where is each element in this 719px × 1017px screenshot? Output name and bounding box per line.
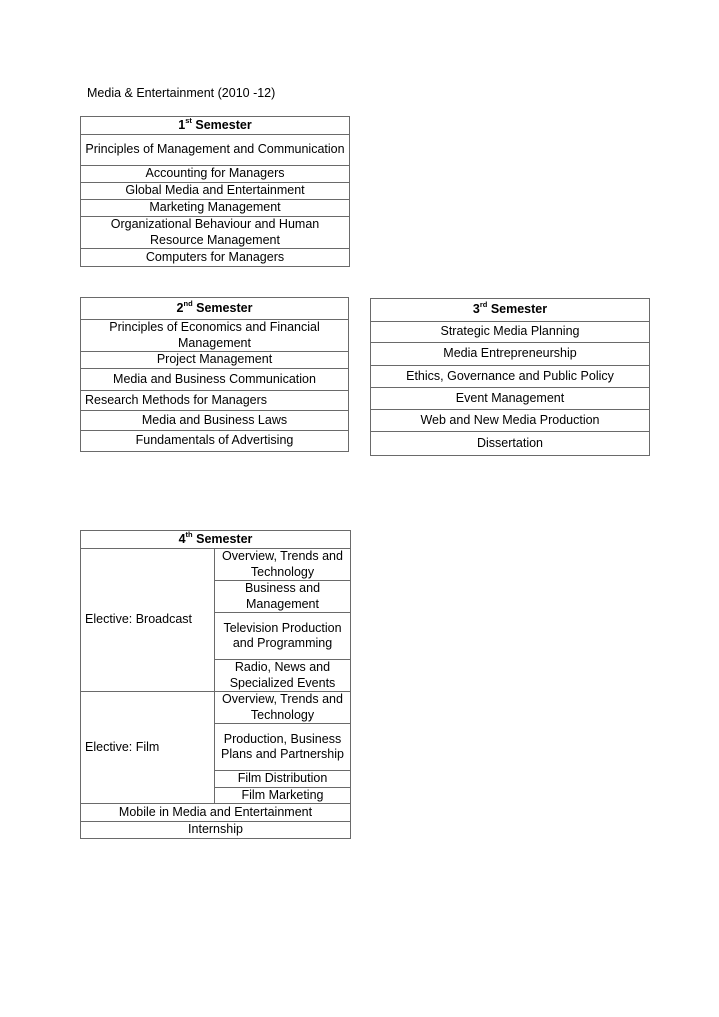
course-cell: Media and Business Laws xyxy=(81,411,349,431)
course-cell: Project Management xyxy=(81,352,349,369)
course-cell: Research Methods for Managers xyxy=(81,391,349,411)
first-semester-table xyxy=(80,116,350,267)
document-title: Media & Entertainment (2010 -12) xyxy=(87,86,276,100)
elective-broadcast-label: Elective: Broadcast xyxy=(81,549,215,692)
fourth-semester-table xyxy=(80,530,351,839)
course-cell: Production, Business Plans and Partnership xyxy=(215,724,351,771)
course-cell: Television Production and Programming xyxy=(215,613,351,660)
course-cell: Principles of Economics and Financial Management xyxy=(81,320,349,352)
course-cell: Film Distribution xyxy=(215,771,351,788)
course-cell: Business and Management xyxy=(215,581,351,613)
course-cell: Event Management xyxy=(371,388,650,410)
semester-header: 4th Semester xyxy=(81,531,351,549)
semester-header: 1st Semester xyxy=(81,117,350,135)
course-cell: Organizational Behaviour and Human Resource Management xyxy=(81,217,350,249)
course-cell: Radio, News and Specialized Events xyxy=(215,660,351,692)
course-cell: Mobile in Media and Entertainment xyxy=(81,804,351,822)
course-cell: Principles of Management and Communication xyxy=(81,135,350,166)
elective-film-label: Elective: Film xyxy=(81,692,215,804)
course-cell: Media and Business Communication xyxy=(81,369,349,391)
course-cell: Overview, Trends and Technology xyxy=(215,692,351,724)
third-semester-table xyxy=(370,298,650,456)
course-cell: Internship xyxy=(81,822,351,839)
semester-header: 2nd Semester xyxy=(81,298,349,320)
course-cell: Marketing Management xyxy=(81,200,350,217)
course-cell: Fundamentals of Advertising xyxy=(81,431,349,452)
course-cell: Global Media and Entertainment xyxy=(81,183,350,200)
course-cell: Strategic Media Planning xyxy=(371,322,650,343)
course-cell: Computers for Managers xyxy=(81,249,350,267)
course-cell: Web and New Media Production xyxy=(371,410,650,432)
second-semester-table xyxy=(80,297,349,452)
semester-header: 3rd Semester xyxy=(371,299,650,322)
course-cell: Dissertation xyxy=(371,432,650,456)
course-cell: Overview, Trends and Technology xyxy=(215,549,351,581)
course-cell: Media Entrepreneurship xyxy=(371,343,650,366)
course-cell: Film Marketing xyxy=(215,787,351,804)
course-cell: Ethics, Governance and Public Policy xyxy=(371,366,650,388)
course-cell: Accounting for Managers xyxy=(81,166,350,183)
